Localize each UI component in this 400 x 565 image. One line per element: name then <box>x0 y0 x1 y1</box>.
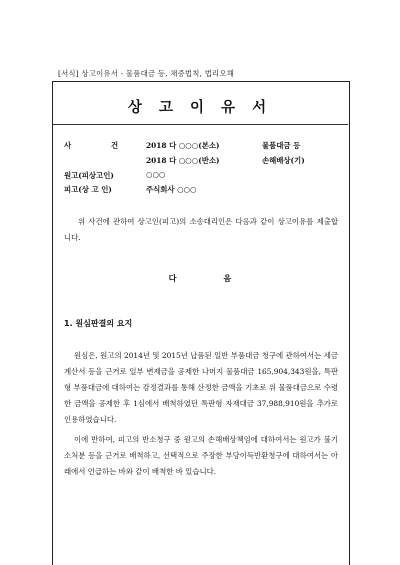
section-1-paragraph-2: 이에 반하여, 피고의 반소청구 중 원고의 손해배상책임에 대하여서는 원고가 불기소처분 등을 근거로 배척하고, 선택적으로 주장한 부당이득반환청구에 대하여서는 아래에서 언급하는 바와 같이 배척한 바 있습니다. <box>64 435 338 476</box>
document-caption: [서식] 상고이유서 - 물품대금 등, 채증법칙, 법리오해 <box>58 69 235 78</box>
plaintiff-value: ○○○ <box>146 170 166 179</box>
section-1-heading: 1. 원심판결의 요지 <box>64 319 133 328</box>
defendant-label: 피고(상 고 인) <box>64 185 112 194</box>
case-number-counter: 2018 다 ○○○(반소) <box>146 156 220 165</box>
title-divider <box>53 124 348 125</box>
case-type-main: 물품대금 등 <box>262 141 301 150</box>
da-eum-heading: 다 음 <box>168 273 254 283</box>
plaintiff-label: 원고(피상고인) <box>64 171 114 180</box>
case-label-2: 건 <box>111 141 119 150</box>
case-type-counter: 손해배상(기) <box>262 156 305 165</box>
defendant-value: 주식회사 ○○○ <box>146 185 197 194</box>
case-label-1: 사 <box>64 141 72 150</box>
case-number-main: 2018 다 ○○○(본소) <box>146 141 220 150</box>
intro-paragraph: 위 사건에 관하여 상고인(피고)의 소송대리인은 다음과 같이 상고이유를 제출합니다. <box>64 217 338 242</box>
document-title: 상 고 이 유 서 <box>127 100 273 116</box>
section-1-paragraph-1: 원심은, 원고의 2014년 및 2015년 납품된 일반 부품대금 청구에 관하여서는 세금계산서 등을 근거로 일부 변제금을 공제한 나머지 물품대금 165,904,343원을, 특판형 부품대금에 대하여는 감정결과를 통해 산정한 금액을 기초로 위 물품대금으로 수령한 금액을 공제한 후 1심에서 배척하였던 특판형 자재대금 37,988,910원을 추가로 인용하였습니다. <box>64 351 338 424</box>
